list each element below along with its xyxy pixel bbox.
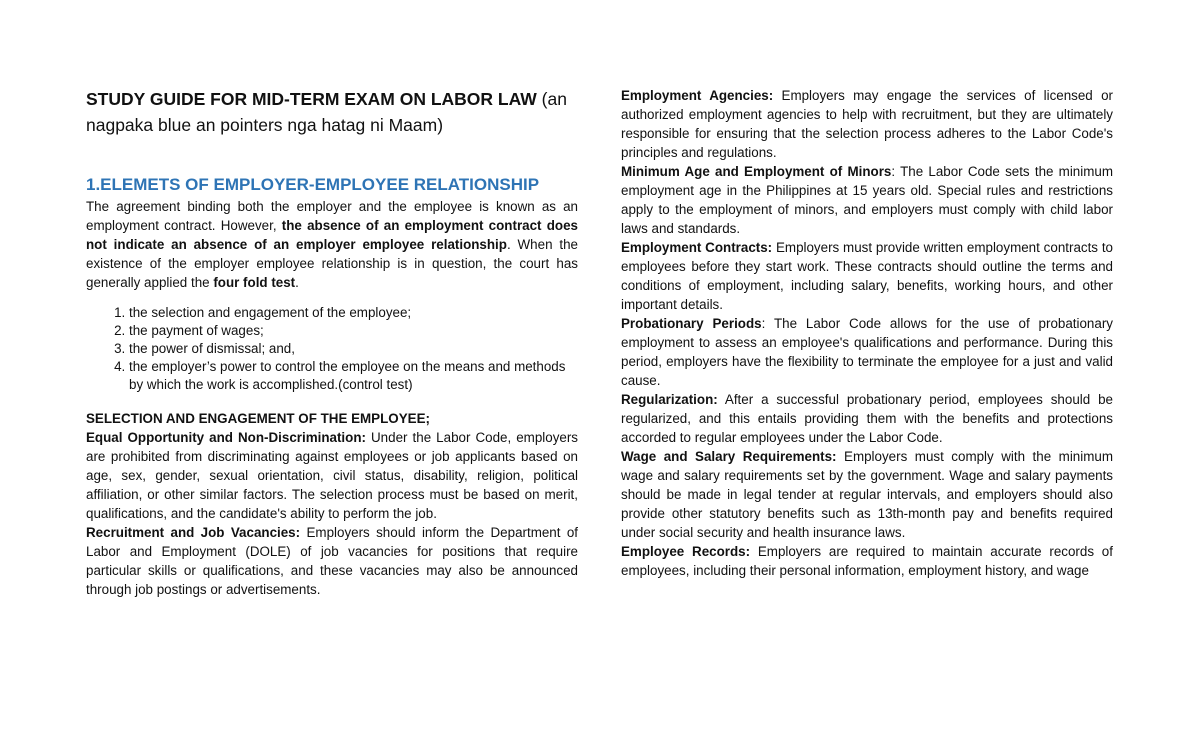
intro-text-1: The agreement binding both the employer and the employee is known as an employment contract. However, bbox=[86, 199, 578, 233]
left-column bbox=[86, 86, 578, 599]
paragraph-text: Employers are required to maintain accurate records of employees, including their personal information, employment history, and wage bbox=[621, 544, 1113, 578]
intro-text-3: . bbox=[295, 275, 299, 290]
intro-text-2: . When the existence of the employer employee relationship is in question, the court has generally applied the bbox=[86, 237, 578, 290]
paragraph-text: Employers may engage the services of licensed or authorized employment agencies to help with recruitment, but they are ultimately responsible for ensuring that the selection process adheres to the Labor Code's principles and regulations. bbox=[621, 88, 1113, 160]
paragraph-wage-salary bbox=[621, 447, 1113, 542]
document-title-bold: STUDY GUIDE FOR MID-TERM EXAM ON LABOR LAW bbox=[86, 89, 537, 109]
paragraph-text: Employers must comply with the minimum wage and salary requirements set by the government. Wage and salary payments should be made in legal tender at regular intervals, and employers should also provide other statutory benefits such as 13th-month pay and benefits required under social security and health insurance laws. bbox=[621, 449, 1113, 540]
section-heading: 1.ELEMETS OF EMPLOYER-EMPLOYEE RELATIONSHIP bbox=[86, 175, 540, 194]
paragraph-recruitment bbox=[86, 523, 578, 599]
paragraph-label: Employment Contracts: bbox=[621, 240, 773, 255]
four-fold-test-list bbox=[86, 304, 578, 394]
list-item: 1. the selection and engagement of the employee; bbox=[129, 304, 578, 322]
intro-bold-2: four fold test bbox=[213, 275, 296, 290]
paragraph-label: Minimum Age and Employment of Minors bbox=[621, 164, 892, 179]
right-column bbox=[621, 86, 1113, 580]
paragraph-label: Regularization: bbox=[621, 392, 718, 407]
paragraph-label: Equal Opportunity and Non-Discrimination: bbox=[86, 430, 366, 445]
paragraph-text: Under the Labor Code, employers are prohibited from discriminating against employees or job applicants based on age, sex, gender, sexual orientation, civil status, disability, religion, political affiliation, or other similar factors. The selection process must be based on merit, qualifications, and the candidate's ability to perform the job. bbox=[86, 430, 579, 521]
paragraph-label: Recruitment and Job Vacancies: bbox=[86, 525, 301, 540]
paragraph-employment-agencies bbox=[621, 86, 1113, 162]
paragraph-text: Employers should inform the Department of Labor and Employment (DOLE) of job vacancies for positions that require particular skills or qualifications, and these vacancies may also be announced through job postings or advertisements. bbox=[86, 525, 579, 597]
intro-bold-1: the absence of an employment contract does not indicate an absence of an employer employee relationship bbox=[86, 218, 578, 252]
document-title-note: (an nagpaka blue an pointers nga hatag ni Maam) bbox=[86, 89, 567, 135]
document-title bbox=[86, 86, 578, 138]
selection-heading: SELECTION AND ENGAGEMENT OF THE EMPLOYEE; bbox=[86, 411, 430, 426]
paragraph-probationary-periods bbox=[621, 314, 1113, 390]
paragraph-equal-opportunity bbox=[86, 428, 578, 523]
paragraph-regularization bbox=[621, 390, 1113, 447]
paragraph-employee-records bbox=[621, 542, 1113, 580]
paragraph-text: : The Labor Code allows for the use of probationary employment to assess an employee's qualifications and performance. During this period, employers have the flexibility to terminate the employee for a just and valid cause. bbox=[621, 316, 1113, 388]
paragraph-label: Employee Records: bbox=[621, 544, 751, 559]
paragraph-label: Wage and Salary Requirements: bbox=[621, 449, 837, 464]
paragraph-label: Probationary Periods bbox=[621, 316, 762, 331]
list-item: 2. the payment of wages; bbox=[129, 322, 578, 340]
paragraph-text: After a successful probationary period, employees should be regularized, and this entails providing them with the benefits and protections accorded to regular employees under the Labor Code. bbox=[621, 392, 1113, 445]
list-item: 3. the power of dismissal; and, bbox=[129, 340, 578, 358]
paragraph-minimum-age bbox=[621, 162, 1113, 238]
list-item: 4. the employer’s power to control the employee on the means and methods by which the work is accomplished.(control test) bbox=[129, 358, 578, 394]
paragraph-text: : The Labor Code sets the minimum employment age in the Philippines at 15 years old. Special rules and restrictions apply to the employment of minors, and employers must comply with child labor laws and standards. bbox=[621, 164, 1113, 236]
paragraph-text: Employers must provide written employment contracts to employees before they start work. These contracts should outline the terms and conditions of employment, including salary, benefits, working hours, and other important details. bbox=[621, 240, 1113, 312]
paragraph-employment-contracts bbox=[621, 238, 1113, 314]
paragraph-label: Employment Agencies: bbox=[621, 88, 774, 103]
intro-paragraph bbox=[86, 197, 578, 292]
